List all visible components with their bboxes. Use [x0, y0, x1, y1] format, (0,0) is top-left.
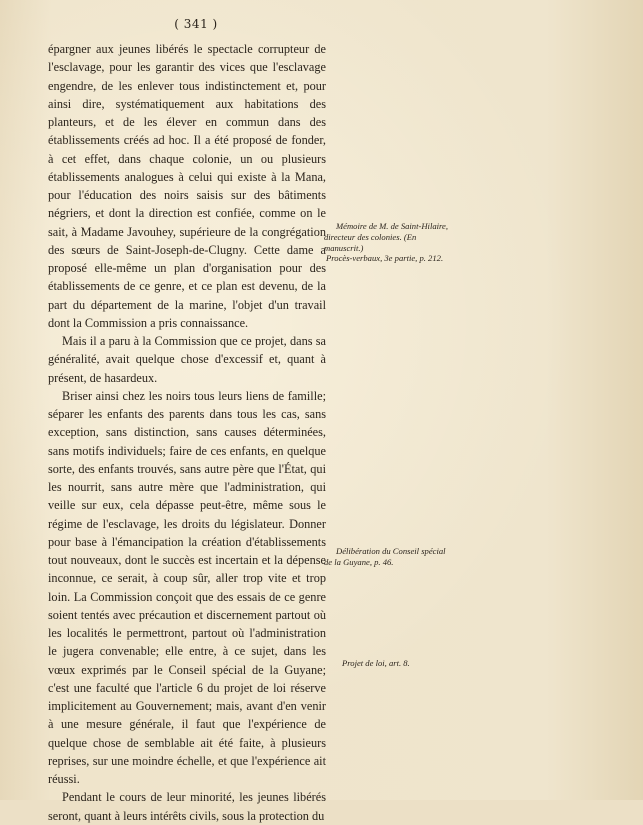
margin-note-projet-de-loi: Projet de loi, art. 8. [342, 658, 410, 668]
margin-note-deliberation: Délibération du Conseil spécial de la Guyane, p. 46. [324, 546, 446, 567]
paragraph-4: Pendant le cours de leur minorité, les jeunes libérés seront, quant à leurs intérêts civils, sous la protection du [48, 790, 326, 823]
margin-note-memoire: Mémoire de M. de Saint-Hilaire, directeur des colonies. (En manuscrit.) [324, 221, 449, 253]
paragraph-1: épargner aux jeunes libérés le spectacle corrupteur de l'esclavage, pour les garantir des vices que l'esclavage engendre, de les enlever tous indistinctement et, pour ainsi dire, systématiquement aux habitations des planteurs, et de les élever en commun dans des établissements créés ad hoc. Il a été proposé de fonder, à cet effet, dans chaque colonie, un ou plusieurs établissements analogues à celui qui existe à la Mana, pour l'éducation des noirs saisis sur des bâtiments négriers, et dont la direction est confiée, comme on le sait, à Madame Javouhey, supérieure de la congrégation des sœurs de Saint-Joseph-de-Clugny. Cette dame a proposé elle-même un plan d'organisation pour des établissements de ce genre, et ce plan est devenu, de la part du département de la marine, l'objet d'un travail dont la Commission a pris connaissance. [48, 42, 326, 330]
main-text-column [48, 40, 326, 825]
page-number: ( 341 ) [174, 17, 218, 31]
paragraph-2: Mais il a paru à la Commission que ce projet, dans sa généralité, avait quelque chose d'excessif et, quant à présent, de hasardeux. [48, 334, 326, 385]
paragraph-3: Briser ainsi chez les noirs tous leurs liens de famille; séparer les enfants des parents dans tous les cas, sans exception, sans distinction, sans causes déterminées, sans motifs individuels; faire de ces enfants, en quelque sorte, des enfants trouvés, sans autre père que l'État, qui les nourrit, sans autre mère que l'administration, qui veille sur eux, cela dépasse peut-être, même sous le régime de l'esclavage, les droits du législateur. Donner pour base à l'émancipation la création d'établissements tout nouveaux, dont le succès est incertain et la dépense inconnue, ce serait, à coup sûr, aller trop vite et trop loin. La Commission conçoit que des essais de ce genre soient tentés avec précaution et discernement partout où les localités le permettront, partout où l'administration le jugera convenable; elle entre, à ce sujet, dans les vœux exprimés par le Conseil spécial de la Guyane; c'est une faculté que l'article 6 du projet de loi réserve implicitement au Gouvernement; mais, avant d'en venir à une mesure générale, il faut que l'expérience de quelque chose de semblable ait été faite, à plusieurs reprises, sur une moindre échelle, et que l'expérience ait réussi. [48, 388, 326, 786]
margin-note-proces-verbaux: Procès-verbaux, 3e partie, p. 212. [326, 253, 444, 263]
